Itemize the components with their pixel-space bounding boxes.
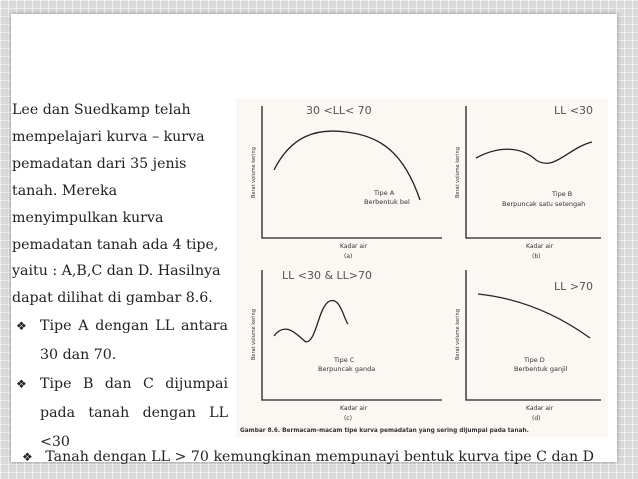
curve-type-b	[476, 142, 592, 163]
bullet-list	[12, 312, 228, 457]
panel-c-axes	[262, 270, 442, 400]
bullet-text: Tipe A dengan LL antara 30 dan 70.	[40, 318, 228, 363]
panel-b-ylabel: Berat volume kering	[455, 147, 461, 198]
panel-a-desc: Berbentuk bel	[364, 198, 410, 206]
panel-c-type: Tipe C	[334, 356, 355, 364]
diamond-bullet-icon: ❖	[22, 450, 33, 464]
intro-line: Lee dan Suedkamp telah	[12, 102, 191, 118]
intro-line: pemadatan tanah ada 4 tipe,	[12, 236, 219, 253]
panel-c-xlabel: Kadar air	[340, 405, 368, 412]
diamond-bullet-icon: ❖	[16, 319, 27, 333]
compaction-curves-figure	[236, 98, 608, 438]
intro-line: dapat dilihat di gambar 8.6.	[12, 290, 213, 307]
intro-line: mempelajari kurva – kurva	[12, 128, 205, 145]
panel-c-ylabel: Berat volume kering	[251, 309, 257, 360]
panel-d-sub: (d)	[532, 415, 541, 422]
panel-d-xlabel: Kadar air	[526, 405, 554, 412]
panel-a-sub: (a)	[344, 253, 353, 260]
panel-d-type: Tipe D	[524, 356, 545, 364]
panel-c-desc: Berpuncak ganda	[318, 365, 376, 373]
panel-d-handwritten: LL >70	[554, 280, 593, 293]
panel-a-xlabel: Kadar air	[340, 243, 368, 250]
panel-b-sub: (b)	[532, 253, 541, 260]
curve-type-a	[274, 131, 420, 200]
panel-d-desc: Berbentuk ganjil	[514, 365, 568, 373]
panel-a-axes	[262, 106, 442, 238]
bullet-item	[12, 312, 228, 370]
figure-caption: Gambar 8.6. Bermacam-macam tipe kurva pemadatan yang sering dijumpai pada tanah.	[240, 428, 529, 434]
panel-c-sub: (c)	[344, 415, 352, 422]
intro-line: menyimpulkan kurva	[12, 209, 164, 226]
panel-c-handwritten: LL <30 & LL>70	[282, 269, 373, 282]
panel-b-desc: Berpuncak satu setengah	[502, 200, 586, 208]
intro-line: pemadatan dari 35 jenis	[12, 155, 187, 172]
diamond-bullet-icon: ❖	[16, 377, 27, 391]
panel-a-ylabel: Berat volume kering	[251, 147, 257, 198]
panel-d-ylabel: Berat volume kering	[455, 309, 461, 360]
curve-type-d	[478, 294, 590, 338]
bullet-item	[12, 370, 228, 457]
bottom-bullet	[22, 449, 594, 465]
panel-a-handwritten: 30 <LL< 70	[306, 104, 372, 117]
curve-type-c	[274, 300, 348, 342]
intro-text	[12, 97, 232, 312]
panel-a-type: Tipe A	[374, 189, 395, 197]
intro-line: yaitu : A,B,C dan D. Hasilnya	[12, 263, 221, 280]
panel-b-axes	[466, 106, 601, 238]
figure-8-6	[236, 98, 608, 438]
panel-b-handwritten: LL <30	[554, 104, 593, 117]
panel-b-xlabel: Kadar air	[526, 243, 554, 250]
bottom-bullet-text: Tanah dengan LL > 70 kemungkinan mempunayi bentuk kurva tipe C dan D	[45, 449, 595, 465]
bullet-text: Tipe B dan C dijumpai pada tanah dengan LL <30	[40, 376, 228, 450]
panel-b-type: Tipe B	[552, 190, 573, 198]
intro-line: tanah. Mereka	[12, 182, 118, 199]
